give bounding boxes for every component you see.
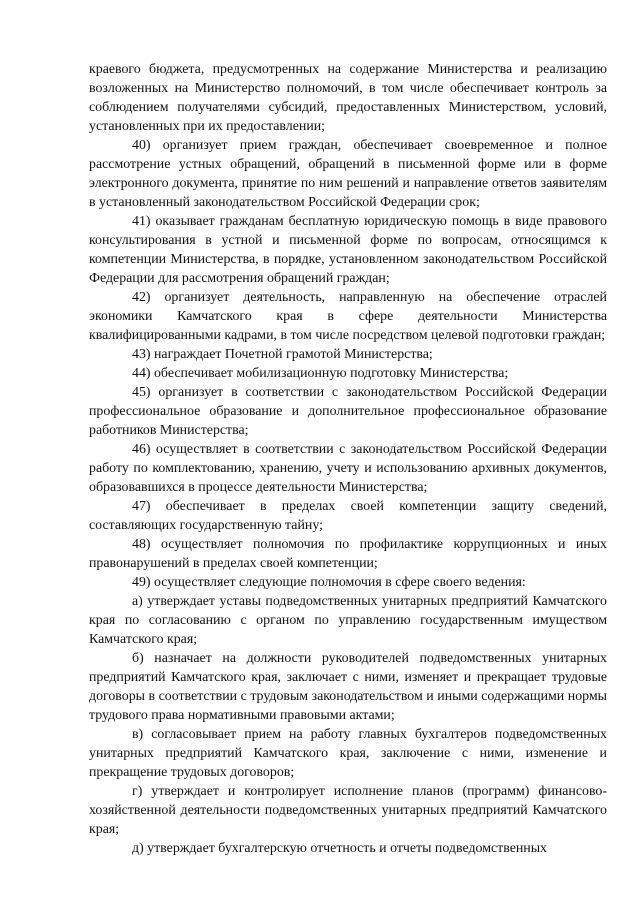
paragraph-item-41: 41) оказывает гражданам бесплатную юридическую помощь в виде правового консультирования в устной и письменной форме по вопросам, относящимся к компетенции Министерства, в порядке, установленном законодательством Российской Федерации для рассмотрения обращений граждан; [89, 214, 607, 286]
paragraph-item-45: 45) организует в соответствии с законодательством Российской Федерации профессиональное образование и дополнительное профессиональное образование работников Министерства; [89, 385, 607, 438]
paragraph-item-44: 44) обеспечивает мобилизационную подготовку Министерства; [132, 366, 509, 381]
paragraph-subitem-b: б) назначает на должности руководителей подведомственных унитарных предприятий Камчатского края, заключает с ними, изменяет и прекращает трудовые договоры в соответствии с трудовым законодательством и иными содержащими нормы трудового права нормативными правовыми актами; [89, 651, 607, 723]
paragraph-item-47: 47) обеспечивает в пределах своей компетенции защиту сведений, составляющих государственную тайну; [89, 499, 607, 533]
paragraph-item-43: 43) награждает Почетной грамотой Министерства; [132, 347, 433, 362]
paragraph-item-46: 46) осуществляет в соответствии с законодательством Российской Федерации работу по комплектованию, хранению, учету и использованию архивных документов, образовавшихся в процессе деятельности Министерства; [89, 442, 607, 495]
paragraph-item-40: 40) организует прием граждан, обеспечивает своевременное и полное рассмотрение устных обращений, обращений в письменной форме или в форме электронного документа, принятие по ним решений и направление ответов заявителям в установленный законодательством Российской Федерации срок; [89, 138, 607, 210]
paragraph-item-49: 49) осуществляет следующие полномочия в сфере своего ведения: [132, 575, 526, 590]
paragraph-subitem-v: в) согласовывает прием на работу главных бухгалтеров подведомственных унитарных предприятий Камчатского края, заключение с ними, изменение и прекращение трудовых договоров; [89, 727, 607, 780]
document-body [89, 60, 607, 858]
paragraph-item-42: 42) организует деятельность, направленную на обеспечение отраслей экономики Камчатского края в сфере деятельности Министерства квалифицированными кадрами, в том числе посредством целевой подготовки граждан; [89, 290, 607, 343]
paragraph-subitem-g: г) утверждает и контролирует исполнение планов (программ) финансово-хозяйственной деятельности подведомственных унитарных предприятий Камчатского края; [89, 784, 607, 837]
paragraph-budget-continuation: краевого бюджета, предусмотренных на содержание Министерства и реализацию возложенных на Министерство полномочий, в том числе обеспечивает контроль за соблюдением получателями субсидий, предоставленных Министерством, условий, установленных при их предоставлении; [89, 62, 607, 134]
paragraph-subitem-a: а) утверждает уставы подведомственных унитарных предприятий Камчатского края по согласованию с органом по управлению государственным имуществом Камчатского края; [89, 594, 607, 647]
paragraph-item-48: 48) осуществляет полномочия по профилактике коррупционных и иных правонарушений в пределах своей компетенции; [89, 537, 607, 571]
paragraph-subitem-d: д) утверждает бухгалтерскую отчетность и отчеты подведомственных [132, 841, 548, 856]
